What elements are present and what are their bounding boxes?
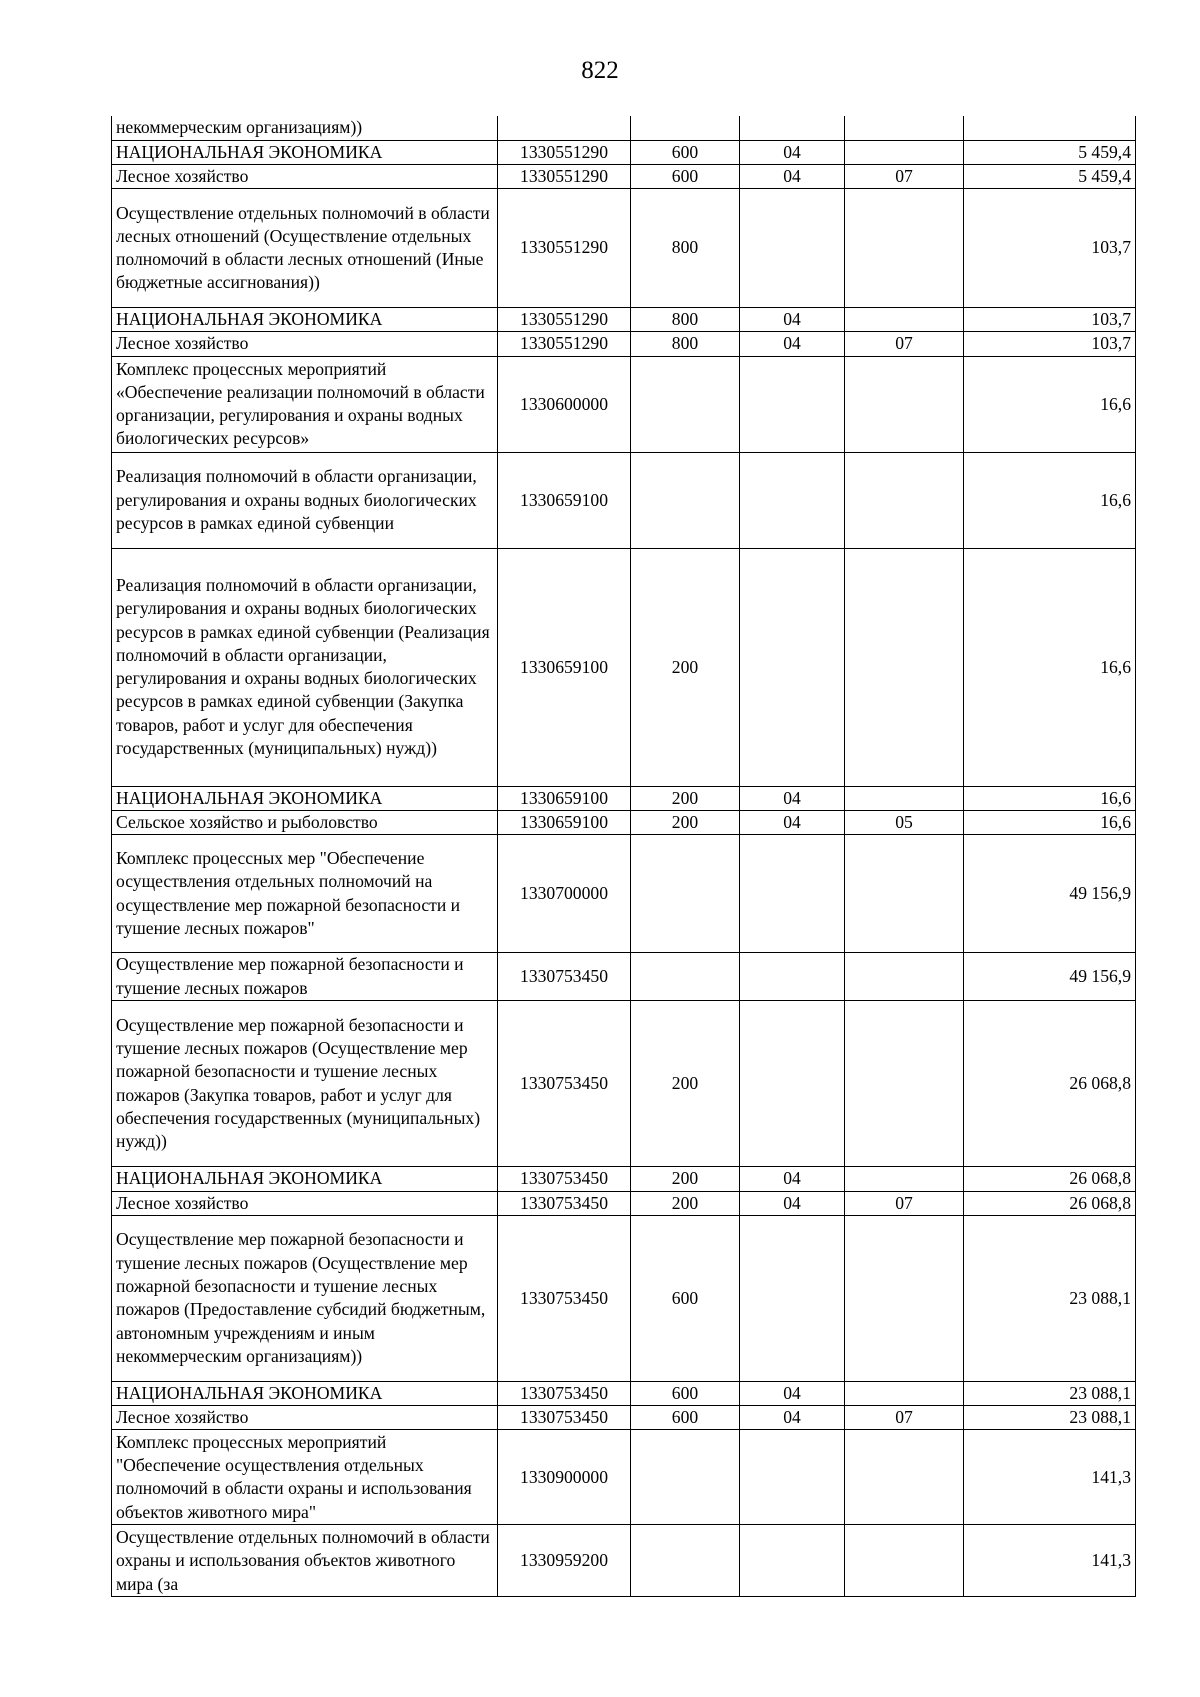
expense-type-cell: 200 (631, 1191, 740, 1215)
expense-type-cell: 600 (631, 1215, 740, 1381)
row-name-cell: Осуществление мер пожарной безопасности и тушение лесных пожаров (Осуществление мер пожарной безопасности и тушение лесных пожаров (Закупка товаров, работ и услуг для обеспечения государственных (муниципальных) нужд)) (112, 1001, 498, 1167)
target-code-cell: 1330659100 (498, 786, 631, 810)
expense-type-cell: 200 (631, 1001, 740, 1167)
section-cell (740, 1001, 845, 1167)
amount-cell: 26 068,8 (964, 1191, 1136, 1215)
section-cell: 04 (740, 308, 845, 332)
amount-cell: 26 068,8 (964, 1001, 1136, 1167)
budget-table-body (112, 116, 1136, 1597)
section-cell (740, 548, 845, 786)
subsection-cell (845, 1381, 964, 1405)
table-row (112, 452, 1136, 548)
section-cell (740, 356, 845, 452)
subsection-cell: 07 (845, 1406, 964, 1430)
subsection-cell (845, 1215, 964, 1381)
row-name-cell: Осуществление мер пожарной безопасности и тушение лесных пожаров (112, 953, 498, 1001)
target-code-cell: 1330959200 (498, 1525, 631, 1597)
row-name-cell: Осуществление отдельных полномочий в области лесных отношений (Осуществление отдельных полномочий в области лесных отношений (Иные бюджетные ассигнования)) (112, 189, 498, 308)
row-name-cell: Реализация полномочий в области организации, регулирования и охраны водных биологических ресурсов в рамках единой субвенции (112, 452, 498, 548)
table-row (112, 1215, 1136, 1381)
subsection-cell (845, 189, 964, 308)
amount-cell: 103,7 (964, 308, 1136, 332)
expense-type-cell (631, 1430, 740, 1525)
table-row (112, 1430, 1136, 1525)
expense-type-cell (631, 356, 740, 452)
section-cell (740, 1430, 845, 1525)
amount-cell: 23 088,1 (964, 1381, 1136, 1405)
amount-cell: 16,6 (964, 356, 1136, 452)
row-name-cell: Комплекс процессных мероприятий "Обеспечение осуществления отдельных полномочий в области охраны и использования объектов животного мира" (112, 1430, 498, 1525)
row-name-cell: НАЦИОНАЛЬНАЯ ЭКОНОМИКА (112, 786, 498, 810)
target-code-cell: 1330551290 (498, 308, 631, 332)
subsection-cell: 07 (845, 1191, 964, 1215)
subsection-cell (845, 116, 964, 140)
table-row (112, 1191, 1136, 1215)
amount-cell: 49 156,9 (964, 953, 1136, 1001)
amount-cell: 103,7 (964, 332, 1136, 356)
target-code-cell: 1330753450 (498, 1381, 631, 1405)
table-row (112, 548, 1136, 786)
expense-type-cell (631, 452, 740, 548)
section-cell: 04 (740, 1406, 845, 1430)
target-code-cell: 1330551290 (498, 164, 631, 188)
row-name-cell: НАЦИОНАЛЬНАЯ ЭКОНОМИКА (112, 1167, 498, 1191)
expense-type-cell: 600 (631, 164, 740, 188)
table-row (112, 786, 1136, 810)
subsection-cell (845, 1430, 964, 1525)
subsection-cell (845, 548, 964, 786)
subsection-cell (845, 1001, 964, 1167)
amount-cell: 26 068,8 (964, 1167, 1136, 1191)
section-cell: 04 (740, 1381, 845, 1405)
target-code-cell: 1330659100 (498, 452, 631, 548)
subsection-cell: 05 (845, 810, 964, 834)
target-code-cell: 1330700000 (498, 835, 631, 953)
row-name-cell: некоммерческим организациям)) (112, 116, 498, 140)
target-code-cell: 1330600000 (498, 356, 631, 452)
section-cell: 04 (740, 786, 845, 810)
expense-type-cell: 200 (631, 1167, 740, 1191)
section-cell (740, 1525, 845, 1597)
amount-cell: 16,6 (964, 810, 1136, 834)
table-row (112, 953, 1136, 1001)
table-row (112, 1525, 1136, 1597)
section-cell: 04 (740, 332, 845, 356)
section-cell (740, 953, 845, 1001)
budget-table (111, 116, 1136, 1597)
subsection-cell (845, 1525, 964, 1597)
expense-type-cell (631, 835, 740, 953)
target-code-cell: 1330753450 (498, 953, 631, 1001)
expense-type-cell: 600 (631, 1381, 740, 1405)
table-row (112, 140, 1136, 164)
row-name-cell: НАЦИОНАЛЬНАЯ ЭКОНОМИКА (112, 1381, 498, 1405)
row-name-cell: Реализация полномочий в области организации, регулирования и охраны водных биологических ресурсов в рамках единой субвенции (Реализация полномочий в области организации, регулирования и охраны водных биологических ресурсов в рамках единой субвенции (Закупка товаров, работ и услуг для обеспечения государственных (муниципальных) нужд)) (112, 548, 498, 786)
subsection-cell (845, 786, 964, 810)
table-row (112, 810, 1136, 834)
table-row (112, 356, 1136, 452)
target-code-cell (498, 116, 631, 140)
target-code-cell: 1330753450 (498, 1001, 631, 1167)
amount-cell: 23 088,1 (964, 1406, 1136, 1430)
section-cell: 04 (740, 164, 845, 188)
row-name-cell: Лесное хозяйство (112, 1406, 498, 1430)
subsection-cell (845, 308, 964, 332)
subsection-cell (845, 140, 964, 164)
target-code-cell: 1330753450 (498, 1167, 631, 1191)
row-name-cell: НАЦИОНАЛЬНАЯ ЭКОНОМИКА (112, 140, 498, 164)
subsection-cell: 07 (845, 164, 964, 188)
expense-type-cell: 600 (631, 140, 740, 164)
target-code-cell: 1330659100 (498, 810, 631, 834)
target-code-cell: 1330551290 (498, 189, 631, 308)
section-cell (740, 116, 845, 140)
row-name-cell: Осуществление отдельных полномочий в области охраны и использования объектов животного мира (за (112, 1525, 498, 1597)
table-row (112, 1001, 1136, 1167)
amount-cell: 141,3 (964, 1525, 1136, 1597)
expense-type-cell: 200 (631, 810, 740, 834)
amount-cell: 49 156,9 (964, 835, 1136, 953)
expense-type-cell: 800 (631, 189, 740, 308)
subsection-cell (845, 452, 964, 548)
row-name-cell: Комплекс процессных мероприятий «Обеспечение реализации полномочий в области организации, регулирования и охраны водных биологических ресурсов» (112, 356, 498, 452)
table-row (112, 164, 1136, 188)
table-row (112, 116, 1136, 140)
expense-type-cell: 800 (631, 308, 740, 332)
amount-cell: 141,3 (964, 1430, 1136, 1525)
target-code-cell: 1330753450 (498, 1191, 631, 1215)
subsection-cell (845, 953, 964, 1001)
row-name-cell: НАЦИОНАЛЬНАЯ ЭКОНОМИКА (112, 308, 498, 332)
section-cell (740, 835, 845, 953)
section-cell (740, 189, 845, 308)
target-code-cell: 1330551290 (498, 140, 631, 164)
row-name-cell: Лесное хозяйство (112, 332, 498, 356)
table-row (112, 835, 1136, 953)
target-code-cell: 1330753450 (498, 1406, 631, 1430)
row-name-cell: Комплекс процессных мер "Обеспечение осуществления отдельных полномочий на осуществление мер пожарной безопасности и тушение лесных пожаров" (112, 835, 498, 953)
target-code-cell: 1330551290 (498, 332, 631, 356)
expense-type-cell: 800 (631, 332, 740, 356)
table-row (112, 1406, 1136, 1430)
target-code-cell: 1330659100 (498, 548, 631, 786)
section-cell: 04 (740, 1167, 845, 1191)
row-name-cell: Сельское хозяйство и рыболовство (112, 810, 498, 834)
amount-cell (964, 116, 1136, 140)
amount-cell: 23 088,1 (964, 1215, 1136, 1381)
target-code-cell: 1330753450 (498, 1215, 631, 1381)
expense-type-cell (631, 1525, 740, 1597)
amount-cell: 16,6 (964, 548, 1136, 786)
amount-cell: 16,6 (964, 452, 1136, 548)
subsection-cell (845, 835, 964, 953)
expense-type-cell (631, 116, 740, 140)
table-row (112, 332, 1136, 356)
section-cell (740, 1215, 845, 1381)
expense-type-cell: 600 (631, 1406, 740, 1430)
expense-type-cell: 200 (631, 548, 740, 786)
target-code-cell: 1330900000 (498, 1430, 631, 1525)
amount-cell: 16,6 (964, 786, 1136, 810)
section-cell: 04 (740, 1191, 845, 1215)
amount-cell: 5 459,4 (964, 140, 1136, 164)
table-row (112, 1167, 1136, 1191)
page-number: 822 (581, 57, 619, 84)
amount-cell: 5 459,4 (964, 164, 1136, 188)
expense-type-cell (631, 953, 740, 1001)
table-row (112, 308, 1136, 332)
table-row (112, 1381, 1136, 1405)
subsection-cell: 07 (845, 332, 964, 356)
row-name-cell: Осуществление мер пожарной безопасности и тушение лесных пожаров (Осуществление мер пожарной безопасности и тушение лесных пожаров (Предоставление субсидий бюджетным, автономным учреждениям и иным некоммерческим организациям)) (112, 1215, 498, 1381)
subsection-cell (845, 1167, 964, 1191)
row-name-cell: Лесное хозяйство (112, 1191, 498, 1215)
subsection-cell (845, 356, 964, 452)
row-name-cell: Лесное хозяйство (112, 164, 498, 188)
section-cell (740, 452, 845, 548)
section-cell: 04 (740, 140, 845, 164)
table-row (112, 189, 1136, 308)
section-cell: 04 (740, 810, 845, 834)
amount-cell: 103,7 (964, 189, 1136, 308)
expense-type-cell: 200 (631, 786, 740, 810)
